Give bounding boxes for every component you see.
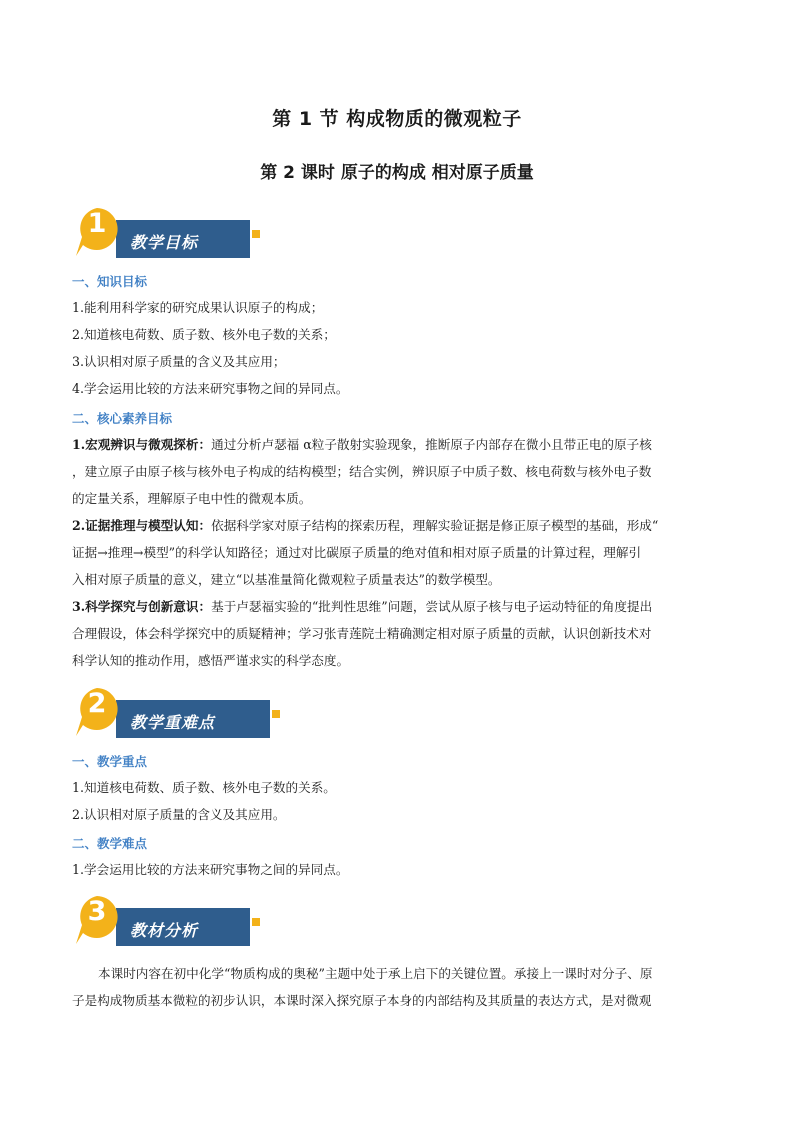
list-item: 1.知道核电荷数、质子数、核外电子数的关系。	[72, 780, 336, 795]
core-goal-1	[72, 437, 722, 518]
core-goal-text: 入相对原子质量的意义，建立“以基准量简化微观粒子质量表达”的数学模型。	[72, 572, 501, 587]
subheading-key-points: 一、教学重点	[72, 754, 148, 769]
core-goal-text: 基于卢瑟福实验的“批判性思维”问题，尝试从原子核与电子运动特征的角度提出	[211, 599, 653, 614]
chapter-title: 第 1 节 构成物质的微观粒子	[272, 108, 522, 130]
badge-number: 1	[87, 208, 107, 239]
subheading-core-goals: 二、核心素养目标	[72, 411, 173, 426]
list-item: 2.知道核电荷数、质子数、核外电子数的关系；	[72, 327, 336, 342]
section-badge-2	[72, 684, 272, 736]
textbook-analysis-paragraph	[72, 966, 722, 1020]
core-goal-2	[72, 518, 722, 599]
list-item: 1.能利用科学家的研究成果认识原子的构成；	[72, 300, 324, 315]
list-item: 4.学会运用比较的方法来研究事物之间的异同点。	[72, 381, 349, 396]
core-goal-text: 证据→推理→模型”的科学认知路径；通过对比碳原子质量的绝对值和相对原子质量的计算过程，理解引	[72, 545, 642, 560]
section-badge-3	[72, 892, 272, 944]
core-goal-3	[72, 599, 722, 680]
core-goal-text: 科学认知的推动作用，感悟严谨求实的科学态度。	[72, 653, 350, 668]
paragraph-line: 子是构成物质基本微粒的初步认识，本课时深入探究原子本身的内部结构及其质量的表达方式，是对微观	[72, 993, 652, 1008]
badge-label: 教材分析	[130, 921, 199, 940]
list-item: 1.学会运用比较的方法来研究事物之间的异同点。	[72, 862, 349, 877]
section-badge-1	[72, 204, 272, 256]
badge-label: 教学目标	[130, 233, 199, 252]
core-goal-text: 合理假设，体会科学探究中的质疑精神；学习张青莲院士精确测定相对原子质量的贡献，认识创新技术对	[72, 626, 652, 641]
badge-label: 教学重难点	[130, 713, 216, 732]
core-goal-text: ，建立原子由原子核与核外电子构成的结构模型；结合实例，辨识原子中质子数、核电荷数与核外电子数	[72, 464, 652, 479]
list-item: 3.认识相对原子质量的含义及其应用；	[72, 354, 286, 369]
core-goal-heading: 2.证据推理与模型认知：	[72, 518, 212, 533]
core-goal-heading: 3.科学探究与创新意识：	[72, 599, 212, 614]
paragraph-line: 本课时内容在初中化学“物质构成的奥秘”主题中处于承上启下的关键位置。承接上一课时对分子、原	[98, 966, 653, 981]
badge-number: 2	[87, 688, 107, 719]
core-goal-text: 通过分析卢瑟福 α粒子散射实验现象，推断原子内部存在微小且带正电的原子核	[211, 437, 652, 452]
badge-number: 3	[87, 896, 107, 927]
core-goal-text: 的定量关系，理解原子电中性的微观本质。	[72, 491, 312, 506]
core-goal-text: 依据科学家对原子结构的探索历程，理解实验证据是修正原子模型的基础，形成“	[211, 518, 659, 533]
lesson-title: 第 2 课时 原子的构成 相对原子质量	[260, 163, 534, 183]
core-goal-heading: 1.宏观辨识与微观探析：	[72, 437, 212, 452]
list-item: 2.认识相对原子质量的含义及其应用。	[72, 807, 286, 822]
subheading-difficulties: 二、教学难点	[72, 836, 148, 851]
subheading-knowledge-goals: 一、知识目标	[72, 274, 148, 289]
